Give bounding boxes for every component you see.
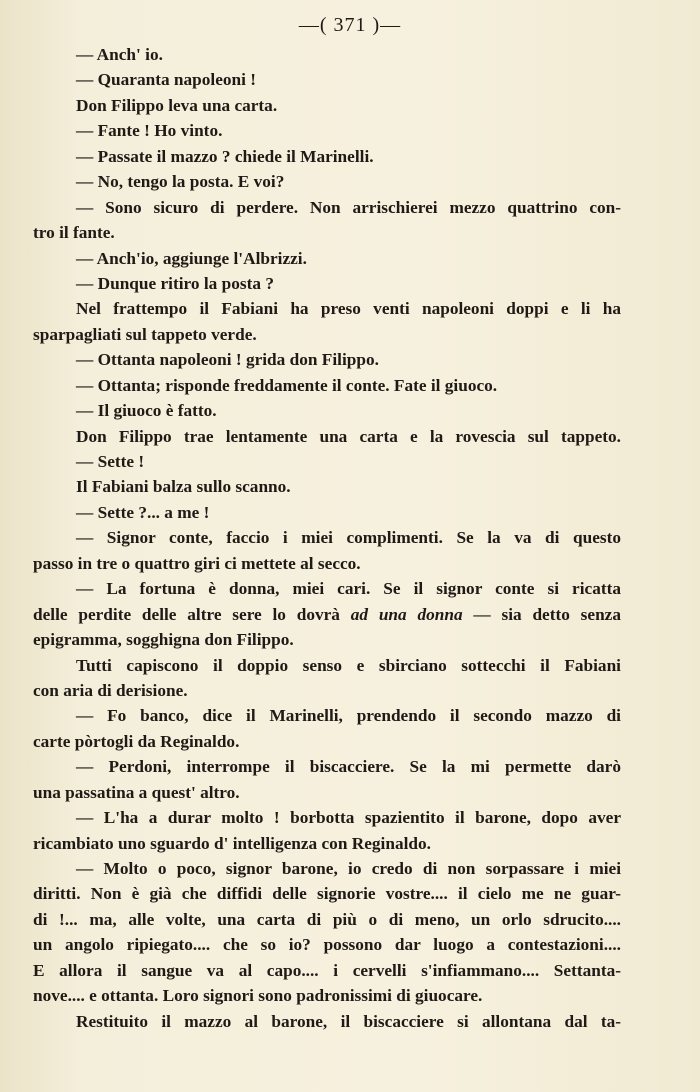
- text-line: — No, tengo la posta. E voi?: [76, 172, 285, 192]
- text-line: — L'ha a durar molto ! borbotta spazientito il barone, dopo aver: [76, 808, 621, 828]
- page-text: [33, 42, 621, 1034]
- text-line: — Ottanta napoleoni ! grida don Filippo.: [76, 350, 379, 370]
- text-line: Tutti capiscono il doppio senso e sbirciano sottecchi il Fabiani: [76, 655, 621, 675]
- text-line: — Perdoni, interrompe il biscacciere. Se la mi permette darò: [76, 757, 621, 777]
- text-line: — Fo banco, dice il Marinelli, prendendo il secondo mazzo di: [76, 706, 621, 726]
- text-line: delle perdite delle altre sere lo dovrà ad una donna — sia detto senza: [33, 604, 621, 624]
- text-line: tro il fante.: [33, 223, 115, 243]
- text-line: — Passate il mazzo ? chiede il Marinelli.: [76, 146, 374, 166]
- text-line: — Molto o poco, signor barone, io credo di non sorpassare i miei: [76, 859, 621, 878]
- text-line: una passatina a quest' altro.: [33, 782, 240, 802]
- text-line: — Sette ?... a me !: [76, 502, 210, 522]
- text-line: Nel frattempo il Fabiani ha preso venti napoleoni doppi e li ha: [76, 299, 621, 319]
- text-line: — Quaranta napoleoni !: [76, 70, 257, 90]
- text-line: di !... ma, alle volte, una carta di più o di meno, un orlo sdrucito....: [33, 909, 621, 929]
- text-line: carte pòrtogli da Reginaldo.: [33, 731, 240, 751]
- text-line: — Fante ! Ho vinto.: [76, 121, 223, 141]
- text-line: — Sono sicuro di perdere. Non arrischierei mezzo quattrino con-: [76, 197, 621, 217]
- text-line: — Dunque ritiro la posta ?: [76, 273, 274, 293]
- text-line: — Anch'io, aggiunge l'Albrizzi.: [76, 248, 307, 268]
- text-line: con aria di derisione.: [33, 680, 188, 700]
- text-line: Restituito il mazzo al barone, il biscacciere si allontana dal ta-: [76, 1011, 621, 1031]
- text-line: diritti. Non è già che diffidi delle signorie vostre.... il cielo me ne guar-: [33, 884, 621, 904]
- text-line: passo in tre o quattro giri ci mettete al secco.: [33, 553, 361, 573]
- text-line: Don Filippo leva una carta.: [76, 95, 278, 115]
- text-line: sparpagliati sul tappeto verde.: [33, 324, 257, 344]
- text-line: Don Filippo trae lentamente una carta e la rovescia sul tappeto.: [76, 426, 621, 446]
- text-line: E allora il sangue va al capo.... i cervelli s'infiammano.... Settanta-: [33, 960, 621, 980]
- italic-phrase: ad una donna: [350, 604, 463, 624]
- text-line: Il Fabiani balza sullo scanno.: [76, 477, 291, 497]
- text-line: — Il giuoco è fatto.: [76, 401, 217, 421]
- text-line: un angolo ripiegato.... che so io? possono dar luogo a contestazioni....: [33, 935, 621, 955]
- text-line: — La fortuna è donna, miei cari. Se il signor conte si ricatta: [76, 579, 621, 599]
- text-line: nove.... e ottanta. Loro signori sono padronissimi di giuocare.: [33, 986, 483, 1006]
- text-line: — Sette !: [76, 452, 145, 471]
- text-line: — Anch' io.: [76, 45, 163, 64]
- text-line: — Ottanta; risponde freddamente il conte. Fate il giuoco.: [76, 375, 498, 395]
- text-line: — Signor conte, faccio i miei complimenti. Se la va di questo: [76, 528, 621, 548]
- page-number: —( 371 )—: [298, 14, 402, 36]
- text-line: ricambiato uno sguardo d' intelligenza con Reginaldo.: [33, 833, 431, 853]
- text-line: epigramma, sogghigna don Filippo.: [33, 630, 294, 650]
